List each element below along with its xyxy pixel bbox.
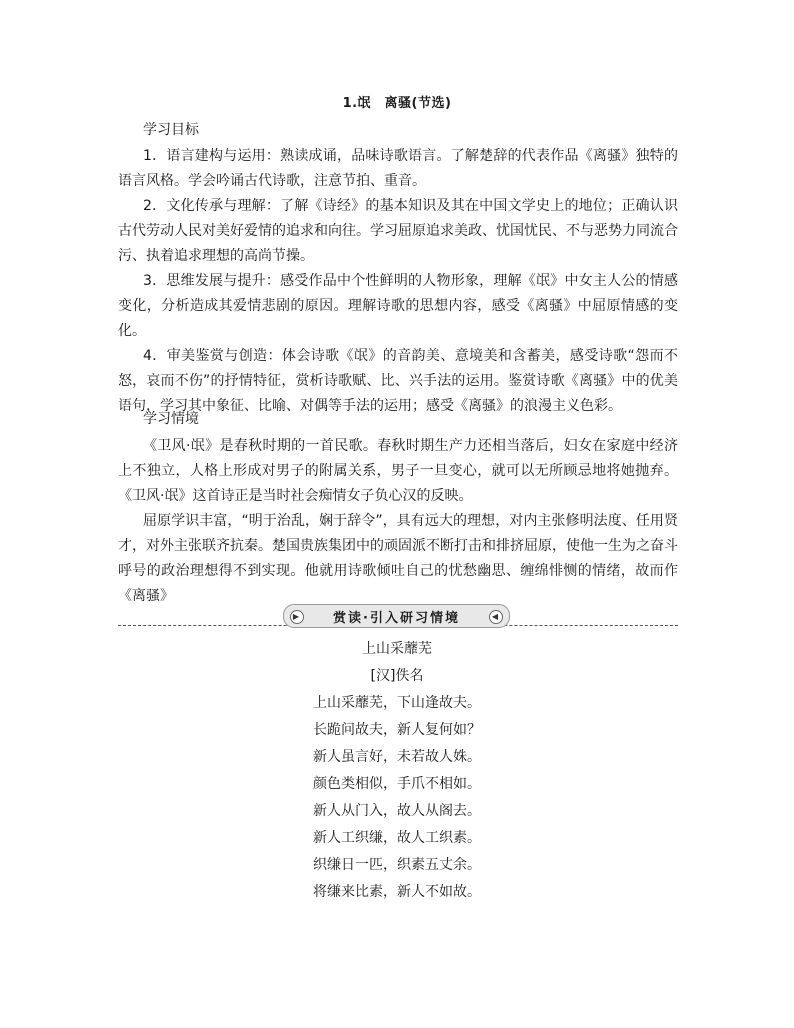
chevron-left-icon: ◀ [489, 610, 503, 624]
poem-line: 将缣来比素，新人不如故。 [313, 884, 481, 900]
goals-list [118, 144, 678, 419]
poem-author: [汉]佚名 [370, 668, 424, 684]
poem-title: 上山采蘼芜 [362, 641, 432, 657]
goal-item: 1．语言建构与运用：熟读成诵，品味诗歌语言。了解楚辞的代表作品《离骚》独特的语言风格。学会吟诵古代诗歌，注意节拍、重音。 [118, 148, 678, 189]
poem-line: 新人虽言好，未若故人姝。 [313, 749, 481, 765]
poem-line: 颜色类相似，手爪不相如。 [313, 776, 481, 792]
lesson-title: 1.氓 离骚(节选) [342, 96, 452, 111]
poem-line: 新人工织缣，故人工织素。 [313, 830, 481, 846]
goal-item: 4．审美鉴赏与创造：体会诗歌《氓》的音韵美、意境美和含蓄美，感受诗歌“怨而不怒，哀而不伤”的抒情特征，赏析诗歌赋、比、兴手法的运用。鉴赏诗歌《离骚》中的优美语句，学习其中象征、比喻、对偶等手法的运用；感受《离骚》的浪漫主义色彩。 [118, 348, 678, 414]
chevron-right-icon: ▶ [290, 610, 304, 624]
goals-heading: 学习目标 [143, 122, 199, 138]
goal-item: 2．文化传承与理解：了解《诗经》的基本知识及其在中国文学史上的地位；正确认识古代劳动人民对美好爱情的追求和向往。学习屈原追求美政、忧国忧民、不与恶势力同流合污、执着追求理想的高尚节操。 [118, 198, 678, 264]
poem-line: 上山采蘼芜，下山逢故夫。 [313, 695, 481, 711]
poem [0, 636, 794, 906]
banner-pill [283, 604, 510, 628]
goal-item: 3．思维发展与提升：感受作品中个性鲜明的人物形象，理解《氓》中女主人公的情感变化，分析造成其爱情悲剧的原因。理解诗歌的思想内容，感受《离骚》中屈原情感的变化。 [118, 273, 678, 339]
context-body [118, 434, 678, 609]
poem-line: 新人从门入，故人从阁去。 [313, 803, 481, 819]
context-paragraph: 屈原学识丰富，“明于治乱，娴于辞令”，具有远大的理想，对内主张修明法度、任用贤才，对外主张联齐抗秦。楚国贵族集团中的顽固派不断打击和排挤屈原，使他一生为之奋斗呼号的政治理想得不到实现。他就用诗歌倾吐自己的忧愁幽思、缠绵悱恻的情绪，故而作《离骚》 [118, 513, 678, 604]
poem-line: 织缣日一匹，织素五丈余。 [313, 857, 481, 873]
context-heading: 学习情境 [143, 411, 199, 427]
poem-line: 长跪问故夫，新人复何如？ [313, 722, 481, 738]
banner-label: 赏读·引入研习情境 [333, 610, 460, 626]
context-paragraph: 《卫风·氓》是春秋时期的一首民歌。春秋时期生产力还相当落后，妇女在家庭中经济上不独立，人格上形成对男子的附属关系，男子一旦变心，就可以无所顾忌地将她抛弃。《卫风·氓》这首诗正是当时社会痴情女子负心汉的反映。 [118, 438, 678, 504]
section-banner [118, 603, 678, 631]
